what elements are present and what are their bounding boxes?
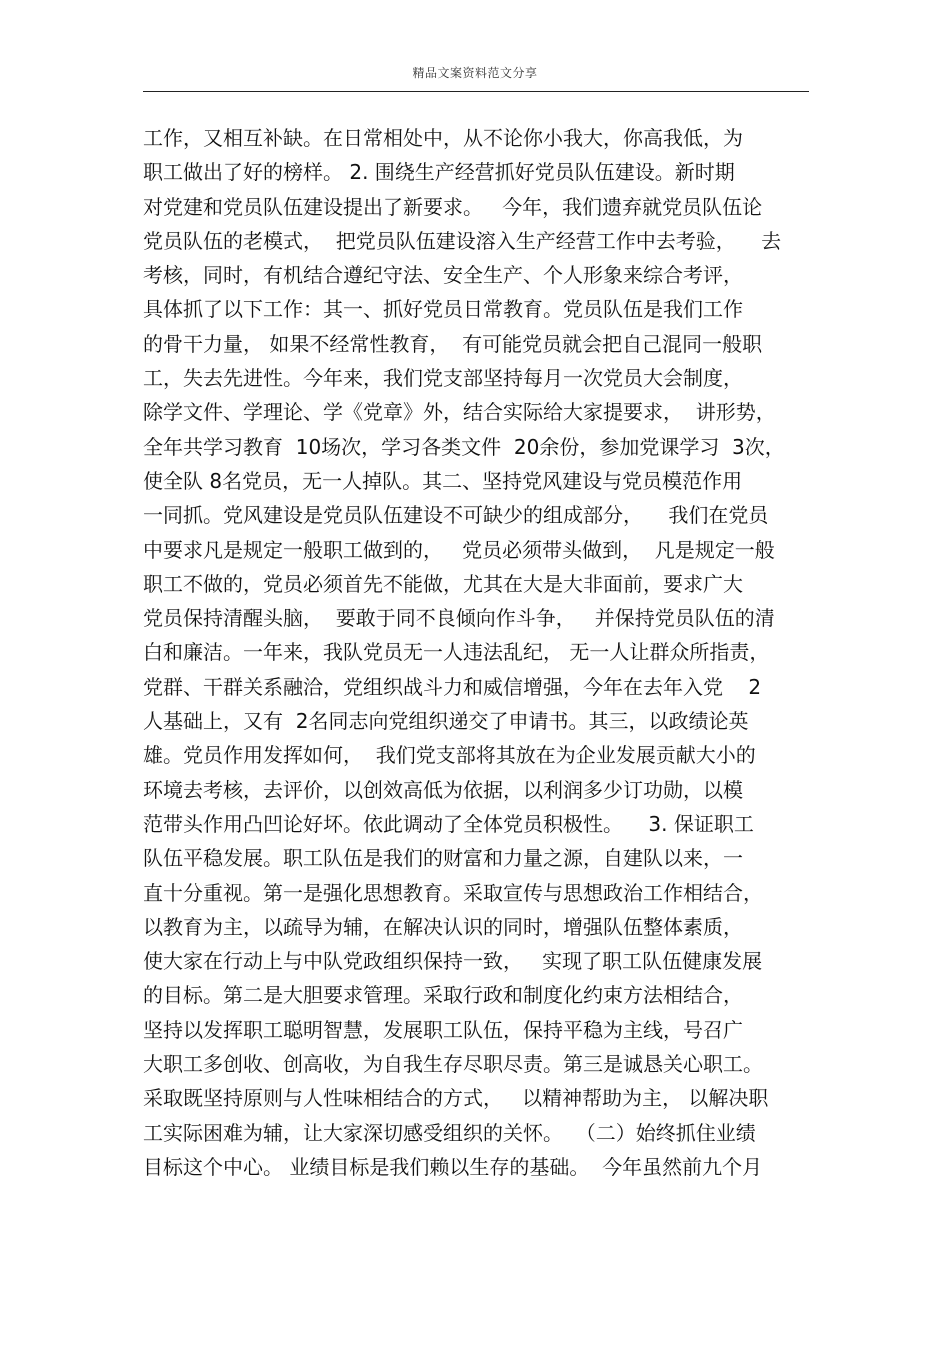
text-line: 使全队 8名党员，无一人掉队。其二、坚持党风建设与党员模范作用 — [143, 468, 743, 493]
text-line: 雄。党员作用发挥如何， 我们党支部将其放在为企业发展贡献大小的 — [143, 743, 756, 768]
text-line: 职工不做的，党员必须首先不能做，尤其在大是大非面前，要求广大 — [143, 571, 743, 596]
header-divider — [143, 91, 809, 92]
text-line: 具体抓了以下工作：其一、抓好党员日常教育。党员队伍是我们工作 — [143, 297, 743, 322]
text-line: 目标这个中心。 业绩目标是我们赖以生存的基础。 今年虽然前九个月 — [143, 1154, 763, 1179]
text-line: 工作，又相互补缺。在日常相处中，从不论你小我大，你高我低，为 — [143, 126, 743, 150]
text-line: 使大家在行动上与中队党政组织保持一致， 实现了职工队伍健康发展 — [143, 949, 763, 974]
text-line: 对党建和党员队伍建设提出了新要求。 今年，我们遗弃就党员队伍论 — [143, 194, 763, 219]
text-line: 工，失去先进性。今年来，我们党支部坚持每月一次党员大会制度， — [143, 366, 743, 391]
text-line: 党员保持清醒头脑， 要敢于同不良倾向作斗争， 并保持党员队伍的清 — [143, 606, 775, 631]
text-line: 考核，同时，有机结合遵纪守法、安全生产、个人形象来综合考评， — [143, 263, 743, 288]
text-line: 白和廉洁。一年来，我队党员无一人违法乱纪， 无一人让群众所指责， — [143, 640, 770, 665]
text-line: 的目标。第二是大胆要求管理。采取行政和制度化约束方法相结合， — [143, 983, 743, 1008]
text-line: 的骨干力量， 如果不经常性教育， 有可能党员就会把自己混同一般职 — [143, 331, 763, 356]
text-line: 党群、干群关系融洽，党组织战斗力和威信增强，今年在去年入党 2 — [143, 674, 762, 699]
text-line: 全年共学习教育 10场次，学习各类文件 20余份，参加党课学习 3次， — [143, 434, 785, 459]
text-line: 党员队伍的老模式， 把党员队伍建设溶入生产经营工作中去考验， 去 — [143, 228, 782, 253]
text-line: 职工做出了好的榜样。 2. 围绕生产经营抓好党员队伍建设。新时期 — [143, 160, 735, 185]
text-line: 人基础上，又有 2名同志向党组织递交了申请书。其三，以政绩论英 — [143, 709, 749, 734]
text-line: 队伍平稳发展。职工队伍是我们的财富和力量之源，自建队以来，一 — [143, 846, 743, 871]
text-line: 大职工多创收、创高收，为自我生存尽职尽责。第三是诚恳关心职工。 — [143, 1052, 763, 1077]
text-line: 除学文件、学理论、学《党章》外，结合实际给大家提要求， 讲形势， — [143, 400, 776, 425]
page-header: 精品文案资料范文分享 — [412, 66, 538, 80]
text-line: 范带头作用凸凹论好坏。依此调动了全体党员积极性。 3. 保证职工 — [143, 811, 754, 836]
document-body — [143, 121, 813, 1184]
text-line: 工实际困难为辅，让大家深切感受组织的关怀。 （二）始终抓住业绩 — [143, 1120, 756, 1145]
text-line: 中要求凡是规定一般职工做到的， 党员必须带头做到， 凡是规定一般 — [143, 537, 775, 562]
text-line: 直十分重视。第一是强化思想教育。采取宣传与思想政治工作相结合， — [143, 880, 763, 905]
text-line: 采取既坚持原则与人性味相结合的方式， 以精神帮助为主， 以解决职 — [143, 1086, 769, 1111]
text-line: 环境去考核，去评价，以创效高低为依据，以利润多少订功勋，以模 — [143, 777, 743, 802]
text-line: 坚持以发挥职工聪明智慧，发展职工队伍，保持平稳为主线，号召广 — [143, 1017, 743, 1042]
text-line: 以教育为主，以疏导为辅，在解决认识的同时，增强队伍整体素质， — [143, 914, 743, 939]
text-line: 一同抓。党风建设是党员队伍建设不可缺少的组成部分， 我们在党员 — [143, 503, 769, 528]
